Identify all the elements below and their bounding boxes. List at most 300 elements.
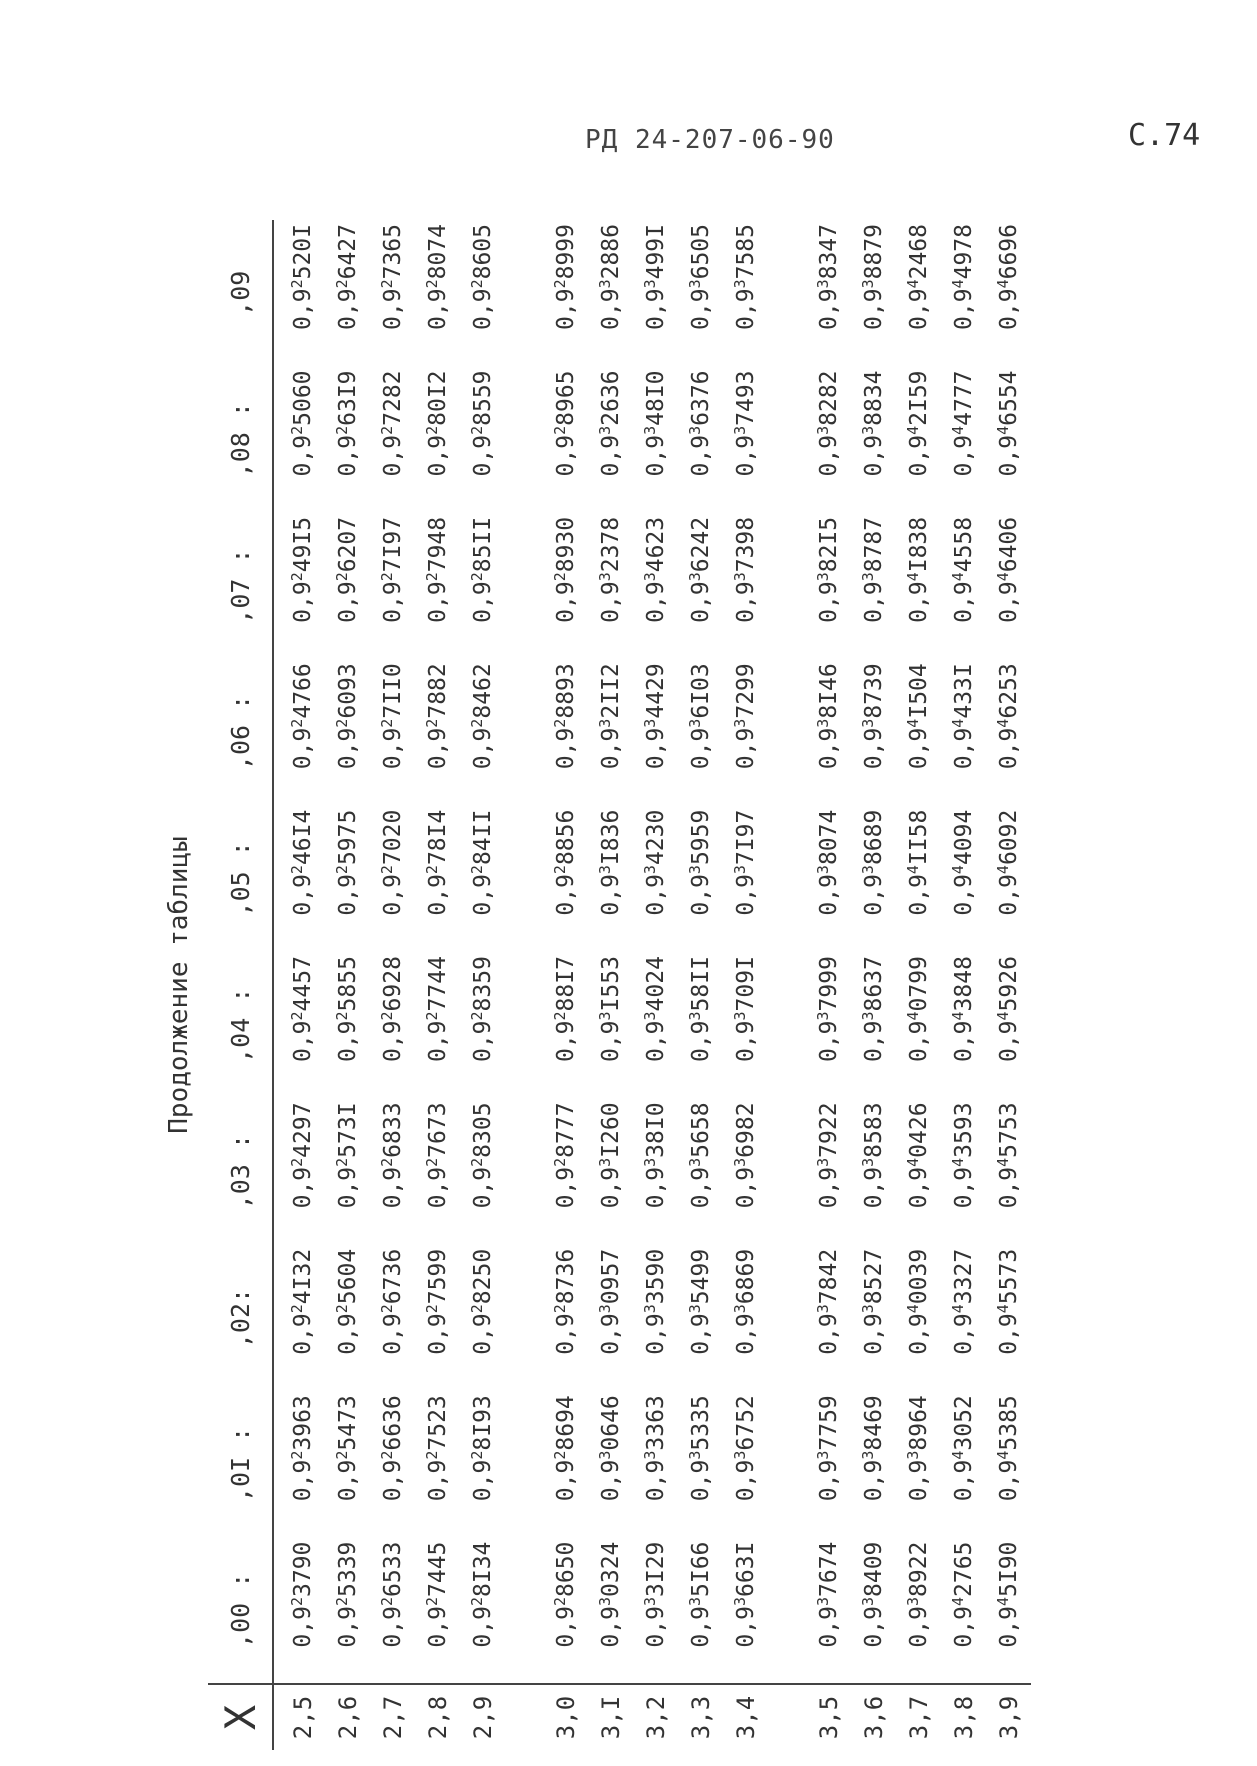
cell-mantissa: 7999 [815, 956, 842, 1012]
cell-exponent: 3 [730, 1157, 749, 1167]
cell-mantissa: 6554 [995, 370, 1022, 426]
cell-exponent: 2 [467, 572, 486, 582]
cell-prefix: 0,9 [469, 1166, 496, 1209]
cell-mantissa: 5975 [334, 809, 361, 866]
column-header: ,05 : [208, 806, 273, 952]
cell-mantissa: 7759 [815, 1395, 842, 1451]
cell-exponent: 3 [730, 718, 749, 728]
table-cell [543, 1245, 588, 1391]
cell-mantissa: 8856 [552, 809, 579, 866]
cell-mantissa: 0957 [597, 1248, 624, 1305]
cell-exponent: 3 [813, 865, 832, 875]
cell-exponent: 3 [685, 1304, 704, 1314]
row-x-value: 3,2 [633, 1684, 678, 1750]
table-cell [678, 659, 723, 805]
spacer-cell [505, 1684, 543, 1750]
cell-exponent: 2 [287, 572, 306, 582]
table-cell [588, 513, 633, 659]
cell-prefix: 0,9 [552, 1459, 579, 1502]
cell-exponent: 2 [377, 718, 396, 728]
cell-exponent: 2 [287, 1304, 306, 1314]
table-cell [588, 1098, 633, 1244]
cell-mantissa: 7674 [815, 1541, 842, 1597]
cell-mantissa: I504 [905, 663, 932, 719]
table-cell [806, 659, 851, 805]
cell-exponent: 3 [685, 279, 704, 289]
cell-exponent: 2 [422, 1304, 441, 1314]
cell-exponent: 2 [550, 1011, 569, 1021]
cell-mantissa: 7I97 [732, 809, 759, 866]
cell-mantissa: 5473 [334, 1395, 361, 1451]
cell-exponent: 3 [640, 572, 659, 582]
cell-prefix: 0,9 [379, 727, 406, 770]
cell-mantissa: 8965 [552, 370, 579, 426]
table-cell [678, 513, 723, 659]
table-cell [723, 1245, 768, 1391]
cell-exponent: 2 [550, 1450, 569, 1460]
cell-exponent: 3 [595, 718, 614, 728]
cell-prefix: 0,9 [995, 1166, 1022, 1209]
cell-mantissa: 7II0 [379, 663, 406, 719]
cell-exponent: 2 [422, 572, 441, 582]
cell-prefix: 0,9 [334, 1020, 361, 1063]
cell-mantissa: I553 [597, 956, 624, 1012]
cell-prefix: 0,9 [732, 1166, 759, 1209]
cell-prefix: 0,9 [289, 1166, 316, 1209]
cell-prefix: 0,9 [732, 581, 759, 623]
cell-prefix: 0,9 [424, 1459, 451, 1502]
cell-exponent: 3 [595, 1304, 614, 1314]
table-cell [370, 366, 415, 512]
cell-exponent: 3 [595, 572, 614, 582]
cell-mantissa: 82I5 [815, 516, 842, 573]
cell-exponent: 4 [948, 279, 967, 289]
table-cell [723, 1391, 768, 1537]
table-cell [806, 806, 851, 952]
table-cell [588, 1391, 633, 1537]
table-cell [851, 1538, 896, 1684]
cell-mantissa: 3I29 [642, 1541, 669, 1597]
cell-prefix: 0,9 [905, 1606, 932, 1648]
cell-mantissa: 8250 [469, 1248, 496, 1305]
cell-mantissa: 7842 [815, 1248, 842, 1305]
table-cell [370, 659, 415, 805]
cell-prefix: 0,9 [995, 434, 1022, 477]
table-cell [806, 952, 851, 1098]
cell-prefix: 0,9 [860, 727, 887, 770]
cell-prefix: 0,9 [995, 1313, 1022, 1355]
cell-prefix: 0,9 [950, 1459, 977, 1502]
cell-exponent: 3 [595, 1597, 614, 1607]
cell-mantissa: 2II2 [597, 663, 624, 719]
spacer-cell [768, 220, 806, 1684]
table-cell [633, 659, 678, 805]
table-cell [851, 659, 896, 805]
table-cell [851, 220, 896, 366]
cell-prefix: 0,9 [289, 581, 316, 623]
cell-prefix: 0,9 [334, 1166, 361, 1209]
table-cell [370, 1391, 415, 1537]
table-cell [460, 1098, 505, 1244]
table-cell [806, 1098, 851, 1244]
cell-prefix: 0,9 [815, 1606, 842, 1648]
table-cell [588, 1245, 633, 1391]
cell-exponent: 3 [595, 425, 614, 435]
cell-exponent: 3 [858, 865, 877, 875]
cell-mantissa: 6696 [995, 224, 1022, 280]
cell-prefix: 0,9 [469, 1313, 496, 1355]
cell-prefix: 0,9 [815, 1313, 842, 1355]
cell-prefix: 0,9 [334, 1313, 361, 1355]
cell-mantissa: 8650 [552, 1541, 579, 1597]
table-cell [460, 366, 505, 512]
cell-exponent: 2 [550, 425, 569, 435]
cell-mantissa: 2468 [905, 224, 932, 280]
cell-mantissa: 5658 [687, 1102, 714, 1158]
table-cell [851, 1245, 896, 1391]
cell-prefix: 0,9 [995, 581, 1022, 623]
table-cell [273, 366, 325, 512]
column-header: ,08 : [208, 366, 273, 512]
cell-exponent: 3 [730, 865, 749, 875]
row-x-value: 3,4 [723, 1684, 768, 1750]
cell-exponent: 3 [640, 1304, 659, 1314]
cell-prefix: 0,9 [597, 581, 624, 623]
cell-prefix: 0,9 [289, 1459, 316, 1502]
cell-exponent: 2 [467, 1597, 486, 1607]
cell-mantissa: II58 [905, 809, 932, 866]
cell-mantissa: 2886 [597, 224, 624, 280]
cell-prefix: 0,9 [732, 288, 759, 330]
table-row [678, 220, 723, 1750]
column-header: ,06 : [208, 659, 273, 805]
table-cell [273, 220, 325, 366]
cell-prefix: 0,9 [815, 1020, 842, 1063]
table-cell [678, 220, 723, 366]
cell-exponent: 2 [287, 1157, 306, 1167]
table-cell [723, 1098, 768, 1244]
cell-exponent: 3 [640, 1450, 659, 1460]
table-cell [543, 952, 588, 1098]
cell-mantissa: 7744 [424, 956, 451, 1012]
cell-mantissa: 48I0 [642, 370, 669, 426]
cell-prefix: 0,9 [905, 434, 932, 477]
cell-exponent: 3 [813, 1450, 832, 1460]
cell-mantissa: 4429 [642, 663, 669, 719]
table-cell [325, 659, 370, 805]
cell-exponent: 4 [948, 718, 967, 728]
cell-prefix: 0,9 [289, 874, 316, 916]
cell-exponent: 2 [550, 1304, 569, 1314]
cell-mantissa: 8I34 [469, 1541, 496, 1597]
table-cell [460, 1538, 505, 1684]
table-cell [851, 366, 896, 512]
cell-exponent: 4 [993, 279, 1012, 289]
cell-prefix: 0,9 [424, 1606, 451, 1648]
table-cell [370, 220, 415, 366]
cell-exponent: 2 [422, 1450, 441, 1460]
cell-prefix: 0,9 [687, 1166, 714, 1209]
cell-prefix: 0,9 [597, 1313, 624, 1355]
cell-mantissa: 8922 [905, 1541, 932, 1597]
cell-prefix: 0,9 [597, 727, 624, 770]
cell-mantissa: 5499 [687, 1248, 714, 1305]
table-cell [588, 806, 633, 952]
cell-prefix: 0,9 [995, 1606, 1022, 1648]
cell-mantissa: 5339 [334, 1541, 361, 1597]
table-cell [723, 1538, 768, 1684]
table-cell [273, 806, 325, 952]
cell-prefix: 0,9 [597, 1606, 624, 1648]
table-cell [460, 513, 505, 659]
table-cell [370, 952, 415, 1098]
table-cell [851, 1098, 896, 1244]
cell-exponent: 4 [993, 718, 1012, 728]
cell-mantissa: 4I32 [289, 1248, 316, 1305]
cell-exponent: 2 [550, 572, 569, 582]
cell-exponent: 2 [377, 572, 396, 582]
cell-prefix: 0,9 [860, 581, 887, 623]
table-cell [723, 659, 768, 805]
cell-mantissa: 8777 [552, 1102, 579, 1158]
cell-mantissa: 433I [950, 663, 977, 719]
table-cell [678, 806, 723, 952]
cell-mantissa: 6505 [687, 224, 714, 280]
table-cell [273, 513, 325, 659]
cell-prefix: 0,9 [905, 1313, 932, 1355]
cell-exponent: 4 [948, 1011, 967, 1021]
table-cell [633, 1098, 678, 1244]
cell-prefix: 0,9 [687, 581, 714, 623]
cell-exponent: 4 [903, 425, 922, 435]
cell-prefix: 0,9 [379, 1166, 406, 1209]
cell-mantissa: 7020 [379, 809, 406, 866]
cell-mantissa: 6833 [379, 1102, 406, 1158]
cell-prefix: 0,9 [642, 727, 669, 770]
cell-exponent: 2 [467, 1304, 486, 1314]
cell-prefix: 0,9 [424, 581, 451, 623]
cell-prefix: 0,9 [379, 874, 406, 916]
table-cell [723, 806, 768, 952]
table-cell [415, 1538, 460, 1684]
cell-prefix: 0,9 [289, 1020, 316, 1063]
cell-mantissa: 3363 [642, 1395, 669, 1451]
cell-prefix: 0,9 [289, 434, 316, 477]
table-cell [415, 366, 460, 512]
cell-prefix: 0,9 [334, 288, 361, 330]
table-cell [986, 806, 1031, 952]
table-cell [896, 806, 941, 952]
cell-exponent: 3 [595, 1157, 614, 1167]
cell-mantissa: 8I46 [815, 663, 842, 719]
table-cell [723, 513, 768, 659]
cell-prefix: 0,9 [334, 434, 361, 477]
cell-exponent: 2 [332, 865, 351, 875]
table-cell [896, 1391, 941, 1537]
table-cell [851, 952, 896, 1098]
cell-prefix: 0,9 [905, 1166, 932, 1209]
row-x-value: 3,I [588, 1684, 633, 1750]
cell-prefix: 0,9 [552, 581, 579, 623]
cell-mantissa: 6242 [687, 516, 714, 573]
table-cell [588, 366, 633, 512]
cell-prefix: 0,9 [815, 727, 842, 770]
table-row [851, 220, 896, 1750]
column-header: ,03 : [208, 1098, 273, 1244]
table-row [460, 220, 505, 1750]
cell-mantissa: 3052 [950, 1395, 977, 1451]
table-cell [723, 366, 768, 512]
cell-mantissa: 5959 [687, 809, 714, 866]
cell-prefix: 0,9 [469, 434, 496, 477]
table-row [723, 220, 768, 1750]
cell-mantissa: 6869 [732, 1248, 759, 1305]
cell-exponent: 4 [903, 718, 922, 728]
table-cell [415, 220, 460, 366]
table-cell [896, 952, 941, 1098]
cell-prefix: 0,9 [334, 874, 361, 916]
cell-exponent: 4 [993, 1597, 1012, 1607]
cell-exponent: 3 [730, 572, 749, 582]
cell-mantissa: 0324 [597, 1541, 624, 1597]
cell-prefix: 0,9 [995, 874, 1022, 916]
cell-mantissa: 709I [732, 956, 759, 1012]
row-x-value: 3,7 [896, 1684, 941, 1750]
cell-mantissa: 4457 [289, 956, 316, 1012]
cell-prefix: 0,9 [950, 1166, 977, 1209]
table-cell [986, 659, 1031, 805]
table-cell [896, 513, 941, 659]
rotated-table-block [150, 220, 1130, 1750]
cell-exponent: 4 [903, 865, 922, 875]
cell-mantissa: 8879 [860, 224, 887, 280]
cell-prefix: 0,9 [950, 434, 977, 477]
table-cell [678, 1538, 723, 1684]
table-cell [633, 806, 678, 952]
table-cell [325, 513, 370, 659]
cell-exponent: 2 [467, 1450, 486, 1460]
cell-prefix: 0,9 [424, 1020, 451, 1063]
table-row [941, 220, 986, 1750]
table-cell [986, 952, 1031, 1098]
table-cell [941, 659, 986, 805]
function-table [208, 220, 1031, 1750]
cell-mantissa: 7585 [732, 224, 759, 280]
cell-mantissa: 6533 [379, 1541, 406, 1597]
cell-mantissa: 7299 [732, 663, 759, 719]
cell-mantissa: 49I5 [289, 516, 316, 573]
cell-exponent: 2 [287, 279, 306, 289]
table-cell [588, 220, 633, 366]
cell-mantissa: 3593 [950, 1102, 977, 1158]
row-x-value: 2,9 [460, 1684, 505, 1750]
column-header: ,02: [208, 1245, 273, 1391]
cell-mantissa: 8074 [424, 224, 451, 280]
table-cell [986, 366, 1031, 512]
table-row [806, 220, 851, 1750]
cell-mantissa: 6427 [334, 224, 361, 280]
table-cell [678, 1391, 723, 1537]
cell-exponent: 2 [287, 865, 306, 875]
cell-mantissa: 8787 [860, 516, 887, 573]
cell-prefix: 0,9 [597, 1020, 624, 1063]
cell-exponent: 3 [640, 1157, 659, 1167]
table-header-row [208, 220, 273, 1750]
cell-mantissa: 6752 [732, 1395, 759, 1451]
cell-prefix: 0,9 [289, 727, 316, 770]
row-x-value: 3,9 [986, 1684, 1031, 1750]
cell-mantissa: 4558 [950, 516, 977, 573]
cell-exponent: 3 [685, 1011, 704, 1021]
table-cell [325, 1538, 370, 1684]
cell-exponent: 4 [993, 1011, 1012, 1021]
spacer-cell [768, 1684, 806, 1750]
cell-exponent: 3 [640, 425, 659, 435]
cell-exponent: 3 [685, 865, 704, 875]
cell-prefix: 0,9 [950, 1020, 977, 1063]
table-cell [415, 806, 460, 952]
cell-mantissa: 7365 [379, 224, 406, 280]
cell-mantissa: 5926 [995, 956, 1022, 1012]
cell-exponent: 3 [813, 425, 832, 435]
cell-exponent: 3 [685, 1157, 704, 1167]
cell-prefix: 0,9 [905, 581, 932, 623]
cell-mantissa: 5I90 [995, 1541, 1022, 1597]
cell-exponent: 3 [813, 1157, 832, 1167]
cell-exponent: 3 [813, 1011, 832, 1021]
cell-exponent: 3 [903, 1450, 922, 1460]
table-cell [633, 366, 678, 512]
cell-exponent: 2 [287, 718, 306, 728]
cell-mantissa: 8I93 [469, 1395, 496, 1451]
cell-exponent: 4 [948, 1157, 967, 1167]
table-cell [941, 1538, 986, 1684]
cell-exponent: 4 [903, 572, 922, 582]
cell-prefix: 0,9 [950, 1313, 977, 1355]
cell-exponent: 3 [813, 1597, 832, 1607]
cell-exponent: 2 [422, 279, 441, 289]
cell-exponent: 3 [858, 1011, 877, 1021]
table-cell [941, 952, 986, 1098]
cell-mantissa: 8694 [552, 1395, 579, 1451]
cell-prefix: 0,9 [950, 288, 977, 330]
cell-prefix: 0,9 [815, 288, 842, 330]
cell-mantissa: 0646 [597, 1395, 624, 1451]
table-row [896, 220, 941, 1750]
table-body [273, 220, 1031, 1750]
cell-exponent: 3 [730, 425, 749, 435]
table-cell [986, 1098, 1031, 1244]
cell-mantissa: 7282 [379, 370, 406, 426]
cell-exponent: 2 [287, 1011, 306, 1021]
table-cell [543, 659, 588, 805]
cell-exponent: 2 [287, 1450, 306, 1460]
cell-mantissa: 85II [469, 516, 496, 573]
cell-prefix: 0,9 [597, 434, 624, 477]
table-cell [678, 1245, 723, 1391]
cell-prefix: 0,9 [732, 874, 759, 916]
cell-prefix: 0,9 [815, 1166, 842, 1209]
cell-prefix: 0,9 [642, 1020, 669, 1063]
table-cell [273, 952, 325, 1098]
cell-mantissa: 7922 [815, 1102, 842, 1158]
cell-mantissa: 4623 [642, 516, 669, 573]
cell-exponent: 2 [332, 1304, 351, 1314]
cell-exponent: 2 [377, 425, 396, 435]
cell-exponent: 3 [685, 718, 704, 728]
cell-mantissa: 2378 [597, 516, 624, 573]
table-cell [941, 806, 986, 952]
